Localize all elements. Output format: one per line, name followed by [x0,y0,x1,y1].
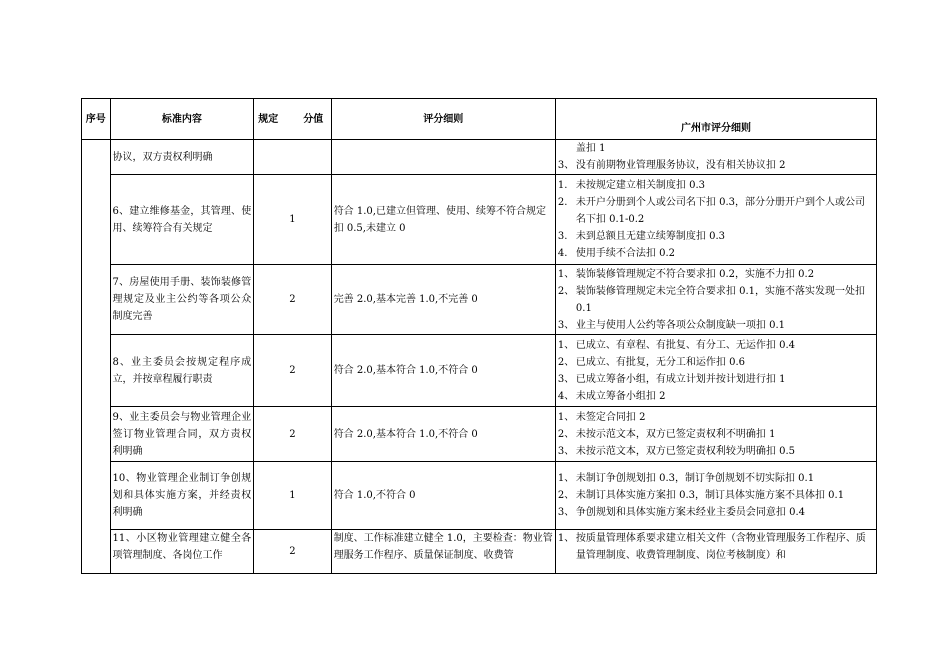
header-points-label: 分值 [303,113,324,125]
gz-item: 3、 争创规划和具体实施方案未经业主委员会同意扣 0.4 [557,507,805,518]
rule-cell [331,140,555,175]
standard-cell: 协议，双方责权利明确 [110,140,254,175]
gz-cell [555,335,876,407]
rule-cell: 符合 1.0,已建立但管理、使用、续筹不符合规定扣 0.5,未建立 0 [331,175,555,265]
table-row [82,462,877,530]
scoring-table [81,98,877,574]
points-cell [254,140,331,175]
gz-cell [555,265,876,335]
gz-item: 3、 已成立筹备小组，有成立计划并按计划进行扣 1 [557,373,786,385]
points-cell: 2 [254,530,331,574]
gz-item: 2、 装饰装修管理规定未完全符合要求扣 0.1，实施不落实发现一处扣 0.1 [557,285,865,314]
table-row [82,140,877,175]
gz-cell [555,407,876,462]
gz-item: 2、 未按示范文本，双方已签定责权利不明确扣 1 [557,428,776,440]
points-cell: 1 [254,462,331,530]
rule-cell: 符合 2.0,基本符合 1.0,不符合 0 [331,407,555,462]
gz-item: 3. 未到总额且无建立续筹制度扣 0.3 [557,231,725,242]
gz-item: 3、 业主与使用人公约等各项公众制度缺一项扣 0.1 [557,319,785,331]
standard-cell: 9、业主委员会与物业管理企业签订物业管理合同，双方责权利明确 [110,407,254,462]
gz-item: 1、 未签定合同扣 2 [557,411,646,423]
table-row [82,530,877,574]
rule-cell: 符合 1.0,不符合 0 [331,462,555,530]
gz-item: 2. 未开户分册到个人或公司名下扣 0.3，部分分册开户到个人或公司名下扣 0.1-0.2 [557,197,865,225]
header-points [254,99,331,140]
table-row [82,265,877,335]
gz-item: 2、 未制订具体实施方案扣 0.3，制订具体实施方案不具体扣 0.1 [557,490,845,501]
header-rule-label: 规定 [258,113,279,125]
header-seq: 序号 [82,99,111,140]
gz-cell [555,530,876,574]
gz-item: 2、 已成立、有批复，无分工和运作扣 0.6 [557,356,745,368]
points-cell: 1 [254,175,331,265]
gz-item: 1、 已成立、有章程、有批复、有分工、无运作扣 0.4 [557,339,795,351]
header-rule: 评分细则 [331,99,555,140]
gz-item: 盖扣 1 [575,143,606,154]
table-row [82,175,877,265]
gz-cell [555,175,876,265]
gz-cell [555,462,876,530]
gz-item: 3、 未按示范文本，双方已签定责权利较为明确扣 0.5 [557,445,795,457]
header-guangzhou-rule: 广州市评分细则 [555,99,876,140]
rule-cell: 制度、工作标准建立健全 1.0，主要检查：物业管理服务工作程序、质量保证制度、收费管 [331,530,555,574]
standard-cell: 8、业主委员会按规定程序成立，并按章程履行职责 [110,335,254,407]
gz-cell [555,140,876,175]
standard-cell: 7、房屋使用手册、装饰装修管理规定及业主公约等各项公众制度完善 [110,265,254,335]
points-cell: 2 [254,407,331,462]
points-cell: 2 [254,335,331,407]
rule-cell: 完善 2.0,基本完善 1.0,不完善 0 [331,265,555,335]
standard-cell: 10、物业管理企业制订争创规划和具体实施方案，并经责权利明确 [110,462,254,530]
gz-item: 1、 按质量管理体系要求建立相关文件（含物业管理服务工作程序、质量管理制度、收费管理制度、岗位考核制度）和 [557,533,866,561]
gz-item: 1. 未按规定建立相关制度扣 0.3 [557,180,705,191]
standard-cell: 11、小区物业管理建立健全各项管理制度、各岗位工作 [110,530,254,574]
rule-cell: 符合 2.0,基本符合 1.0,不符合 0 [331,335,555,407]
header-row [82,99,877,140]
table-row [82,335,877,407]
gz-item: 4、 未成立筹备小组扣 2 [557,390,666,402]
gz-item: 3、 没有前期物业管理服务协议，没有相关协议扣 2 [557,160,786,171]
seq-cell [82,140,111,574]
header-standard: 标准内容 [110,99,254,140]
points-cell: 2 [254,265,331,335]
table-row [82,407,877,462]
gz-item: 1、 未制订争创规划扣 0.3，制订争创规划不切实际扣 0.1 [557,473,815,484]
standard-cell: 6、建立维修基金，其管理、使用、续筹符合有关规定 [110,175,254,265]
gz-item: 1、 装饰装修管理规定不符合要求扣 0.2，实施不力扣 0.2 [557,268,815,280]
gz-item: 4. 使用手续不合法扣 0.2 [557,248,675,259]
